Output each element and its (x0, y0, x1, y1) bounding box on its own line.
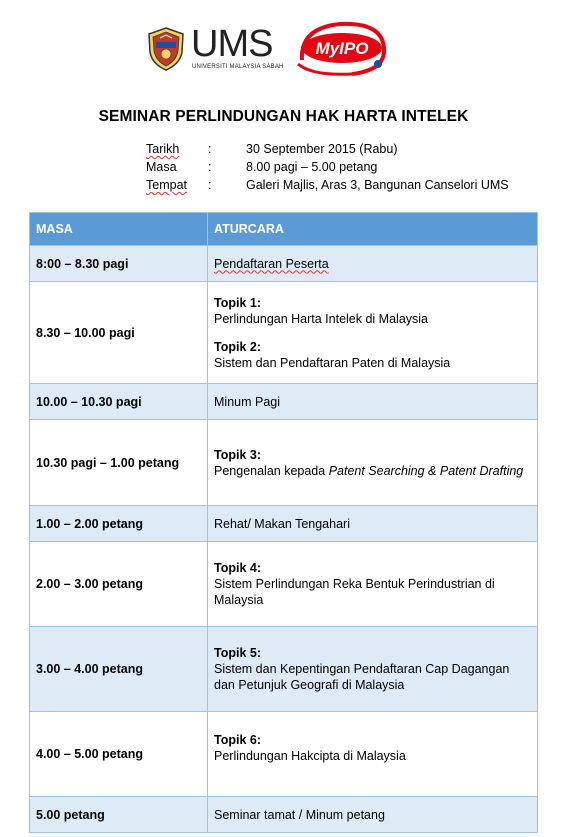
topik-text: Sistem Perlindungan Reka Bentuk Perindustrian di Malaysia (214, 577, 495, 607)
topik-label: Topik 2: (214, 339, 261, 354)
topik-text-italic: Patent Searching & Patent Drafting (328, 463, 524, 478)
ums-crest-icon (146, 26, 186, 72)
tempat-value: Galeri Majlis, Aras 3, Bangunan Canselori UMS (246, 178, 509, 192)
colon: : (208, 160, 212, 174)
topik-text: Sistem dan Kepentingan Pendaftaran Cap Dagangan dan Petunjuk Geografi di Malaysia (214, 662, 510, 692)
aturcara-cell (208, 506, 538, 542)
aturcara-cell (208, 384, 538, 420)
masa-label: Masa (146, 160, 177, 174)
event-info (146, 140, 509, 194)
masa-cell: 8:00 – 8.30 pagi (30, 246, 208, 282)
table-row (30, 282, 538, 384)
aturcara-cell (208, 797, 538, 833)
topik-text-prefix: Pengenalan kepada (214, 463, 329, 478)
column-header-masa: MASA (30, 213, 208, 246)
table-row (30, 506, 538, 542)
myipo-logo-text: MyIPO (315, 39, 369, 58)
table-row (30, 712, 538, 797)
topik-label: Topik 5: (214, 646, 261, 660)
masa-cell: 5.00 petang (30, 797, 208, 833)
topik-text: Perlindungan Hakcipta di Malaysia (214, 749, 406, 763)
table-row (30, 627, 538, 712)
masa-value: 8.00 pagi – 5.00 petang (246, 160, 378, 174)
table-row (30, 420, 538, 506)
colon: : (208, 142, 212, 156)
ums-logo-subtext: UNIVERSITI MALAYSIA SABAH (192, 64, 284, 70)
aturcara-cell (208, 246, 538, 282)
info-row-tempat (146, 176, 509, 194)
activity-text: Seminar tamat / Minum petang (214, 807, 385, 822)
topik-label: Topik 6: (214, 733, 261, 747)
info-row-tarikh (146, 140, 509, 158)
masa-cell: 2.00 – 3.00 petang (30, 542, 208, 627)
aturcara-cell (208, 542, 538, 627)
info-row-masa (146, 158, 509, 176)
column-header-aturcara: ATURCARA (208, 213, 538, 246)
aturcara-cell (208, 712, 538, 797)
topik-label: Topik 1: (214, 295, 261, 310)
myipo-logo-icon (292, 20, 388, 78)
activity-text: Rehat/ Makan Tengahari (214, 516, 350, 531)
aturcara-cell (208, 420, 538, 506)
topik-label: Topik 3: (214, 447, 261, 462)
aturcara-cell (208, 282, 538, 384)
schedule-table (29, 212, 538, 833)
table-row (30, 384, 538, 420)
colon: : (208, 178, 212, 192)
topik-text: Perlindungan Harta Intelek di Malaysia (214, 311, 429, 326)
topik-label: Topik 4: (214, 561, 261, 575)
table-row (30, 797, 538, 833)
masa-cell: 4.00 – 5.00 petang (30, 712, 208, 797)
activity-text: Pendaftaran Peserta (214, 256, 329, 271)
masa-cell: 10.00 – 10.30 pagi (30, 384, 208, 420)
aturcara-cell (208, 627, 538, 712)
tempat-label: Tempat (146, 178, 187, 192)
topik-text: Sistem dan Pendaftaran Paten di Malaysia (214, 355, 451, 370)
tarikh-value: 30 September 2015 (Rabu) (246, 142, 398, 156)
page-title: SEMINAR PERLINDUNGAN HAK HARTA INTELEK (98, 108, 469, 125)
masa-cell: 8.30 – 10.00 pagi (30, 282, 208, 384)
topik-text (214, 463, 531, 479)
activity-text: Minum Pagi (214, 394, 280, 409)
table-row (30, 246, 538, 282)
tarikh-label: Tarikh (146, 142, 180, 156)
masa-cell: 10.30 pagi – 1.00 petang (30, 420, 208, 506)
logo-bar (0, 20, 567, 80)
table-row (30, 542, 538, 627)
masa-cell: 1.00 – 2.00 petang (30, 506, 208, 542)
masa-cell: 3.00 – 4.00 petang (30, 627, 208, 712)
ums-logo-text: UMS (191, 23, 273, 65)
table-header-row (30, 213, 538, 246)
